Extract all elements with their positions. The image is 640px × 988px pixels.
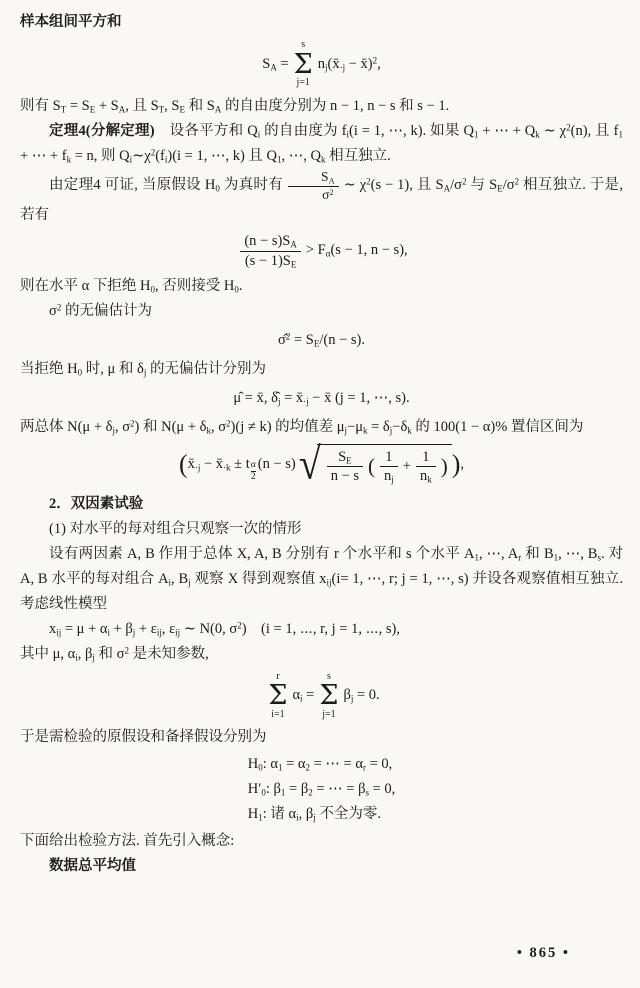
paragraph-mu-delta-intro: 当拒绝 $H_0$ 时, μ 和 $\delta_j$ 的无偏估计分别为 (20, 360, 266, 378)
fraction-numerator: $S_E$ (338, 448, 352, 466)
formula-constraint-sums (20, 671, 623, 722)
fraction-numerator: $S_A$ (321, 168, 335, 185)
formula-linear-model: $x_{ij} = \mu + \alpha_i + \beta_j + \varepsilon_{ij}$, $\varepsilon_{ij}$ ∼ N(0, $\sigma^2$) (i = 1, ⋯, r, j = 1, ⋯, s), (49, 620, 400, 638)
paragraph-theorem4-application (20, 169, 623, 229)
plus-sign: + (402, 457, 411, 474)
hypothesis-h0: $H_0$: $\alpha_1 = \alpha_2$ = ⋯ = $\alpha_r = 0$, (247, 756, 393, 773)
term-between-group-ss: 样本组间平方和 (20, 14, 122, 30)
square-root (298, 438, 452, 489)
paragraph-hypotheses-intro: 于是需检验的原假设和备择假设分别为 (20, 729, 267, 746)
fraction-one-over-nk (416, 448, 436, 485)
formula-confidence-interval (20, 438, 623, 489)
theorem-4-body: 设各平方和 $Q_i$ 的自由度为 $f_i(i = 1$, ⋯, k). 如果 $Q_1$ + ⋯ + $Q_k$ ∼ $\chi^2(n)$, 且 $f_1$ + ⋯ + $f_k = n$, 则 $Q_i\sim\chi^2(f_i)(i = 1$, ⋯, k) 且 $Q_1$, ⋯, $Q_k$ 相互独立. (20, 122, 623, 165)
constraint-beta-term: $\beta_j = 0$. (343, 687, 380, 704)
fraction-denominator: $n_k$ (416, 466, 436, 485)
fraction-numerator: 1 (422, 448, 430, 465)
paragraph-method-intro: 下面给出检验方法. 首先引入概念: (20, 833, 235, 850)
fraction-numerator: 1 (385, 448, 393, 465)
inner-close-paren: ) (440, 453, 448, 478)
formula-sa-lhs: $S_A$ = (262, 55, 289, 73)
fraction-one-over-nj (380, 448, 398, 485)
fraction-f-statistic (240, 232, 301, 269)
formula-mu-delta-estimators: μ̂ = x̄, $\deltâ_j$ = $x̄_{\cdot j}$ − x̄ (j = 1, ⋯, s). (233, 389, 410, 407)
paragraph-unknown-parameters: 其中 μ, $\alpha_i$, $\beta_j$ 和 $\sigma^2$ 是未知参数, (20, 645, 209, 663)
ci-degrees-term: (n − s) (257, 455, 296, 472)
tiny-fraction-denominator: 2 (250, 471, 256, 482)
hypotheses-block (20, 752, 623, 827)
term-data-grand-mean: 数据总平均值 (49, 858, 136, 875)
theorem-4-title: 定理4(分解定理) (49, 122, 155, 139)
summation-symbol (294, 39, 313, 90)
paragraph-sigma-estimator-intro: $\sigma^2$ 的无偏估计为 (49, 302, 152, 319)
alpha-over-two (251, 460, 256, 483)
formula-sa-sum (20, 39, 623, 90)
paragraph-two-factor-setup: 设有两因素 A, B 作用于总体 X, A, B 分别有 r 个水平和 s 个水平 $A_1$, ⋯, $A_r$ 和 $B_1$, ⋯, $B_s$. 对 A, B 水平的每对组合 $A_i$, $B_j$ 观察 X 得到观察值 $x_{ij}(i= 1$, ⋯, r; j = 1, ⋯, s) 并设各观察值相互独立. 考虑线性模型 (20, 545, 624, 612)
sigma-glyph: Σ (268, 680, 288, 712)
tiny-fraction-numerator: α (250, 459, 256, 470)
sum-upper-limit: s (301, 39, 306, 50)
subsection-single-observation: (1) 对水平的每对组合只观察一次的情形 (49, 520, 302, 537)
hypothesis-h1: $H_1$: 诸 $\alpha_i$, $\beta_j$ 不全为零. (247, 806, 381, 823)
ci-difference-term: $x̄_{\cdot j}$ − $x̄_{\cdot k} \pm t$ (187, 455, 250, 473)
sum-lower-limit: j=1 (322, 708, 336, 720)
application-text-before: 由定理4 可证, 当原假设 $H_0$ 为真时有 (49, 177, 284, 194)
formula-f-criterion (20, 232, 623, 269)
fraction-denominator: $\sigma^2$ (288, 186, 339, 204)
sigma-glyph: Σ (293, 48, 313, 80)
summation-symbol-alpha (268, 671, 287, 722)
fraction-denominator: $n_j$ (380, 466, 398, 485)
sigma-glyph: Σ (319, 680, 339, 712)
application-text-after: ∼ $\chi^2(s - 1)$, 且 $S_A/\sigma^2$ 与 $S_E/\sigma^2$ 相互独立. 于是, 若有 (20, 176, 623, 224)
inline-fraction-sa-sigma2 (288, 169, 339, 204)
f-criterion-rhs: > $F_\alpha(s - 1$, n − s), (305, 242, 408, 259)
inner-open-paren: ( (368, 453, 376, 478)
fraction-numerator: $(n - s)S_A$ (244, 233, 297, 250)
hypotheses-list (248, 752, 396, 827)
sum-upper-limit: r (276, 670, 280, 682)
radical-sign: √ (298, 438, 321, 489)
section-heading-two-factor: 2．双因素试验 (49, 495, 144, 512)
fraction-denominator: n − s (327, 466, 363, 485)
ci-tail-punctuation: , (460, 455, 465, 472)
close-paren: ) (451, 449, 461, 479)
fraction-denominator: $(s - 1)S_E$ (240, 251, 301, 270)
formula-sigma-hat: σ̂$^2$ = $S_E/(n - s)$. (278, 331, 365, 349)
radicand (317, 444, 452, 485)
summation-symbol-beta (319, 671, 338, 722)
t-alpha-half-subscript (251, 460, 256, 488)
constraint-alpha-term: $\alpha_i$ = (292, 687, 315, 704)
sum-upper-limit: s (326, 670, 331, 682)
paragraph-rejection-rule: 则在水平 α 下拒绝 $H_0$, 否则接受 $H_0$. (20, 277, 243, 295)
sum-lower-limit: i=1 (271, 708, 285, 720)
paragraph-degrees-of-freedom: 则有 $S_T = S_E + S_A$, 且 $S_T$, $S_E$ 和 $S_A$ 的自由度分别为 n − 1, n − s 和 s − 1. (20, 97, 450, 115)
fraction-se-over-nms (327, 448, 363, 485)
sum-lower-limit: j=1 (296, 77, 310, 89)
formula-sa-rhs: $n_j(x̄_{\cdot j}$ − x̄)$^2$, (317, 55, 381, 73)
open-paren: ( (178, 449, 188, 479)
paragraph-confidence-interval-intro: 两总体 $N(\mu + \delta_j$, $\sigma^2$) 和 $N(\mu + \delta_k$, $\sigma^2)(j \ne k)$ 的均值差 $\mu_j-\mu_k = \delta_j-\delta_k$ 的 100(1 − α)% 置信区间为 (20, 418, 584, 436)
page-number: • 865 • (516, 945, 570, 961)
paragraph-theorem-4 (20, 119, 623, 169)
hypothesis-h0-prime: $H'_0$: $\beta_1 = \beta_2$ = ⋯ = $\beta_s = 0$, (247, 781, 396, 798)
